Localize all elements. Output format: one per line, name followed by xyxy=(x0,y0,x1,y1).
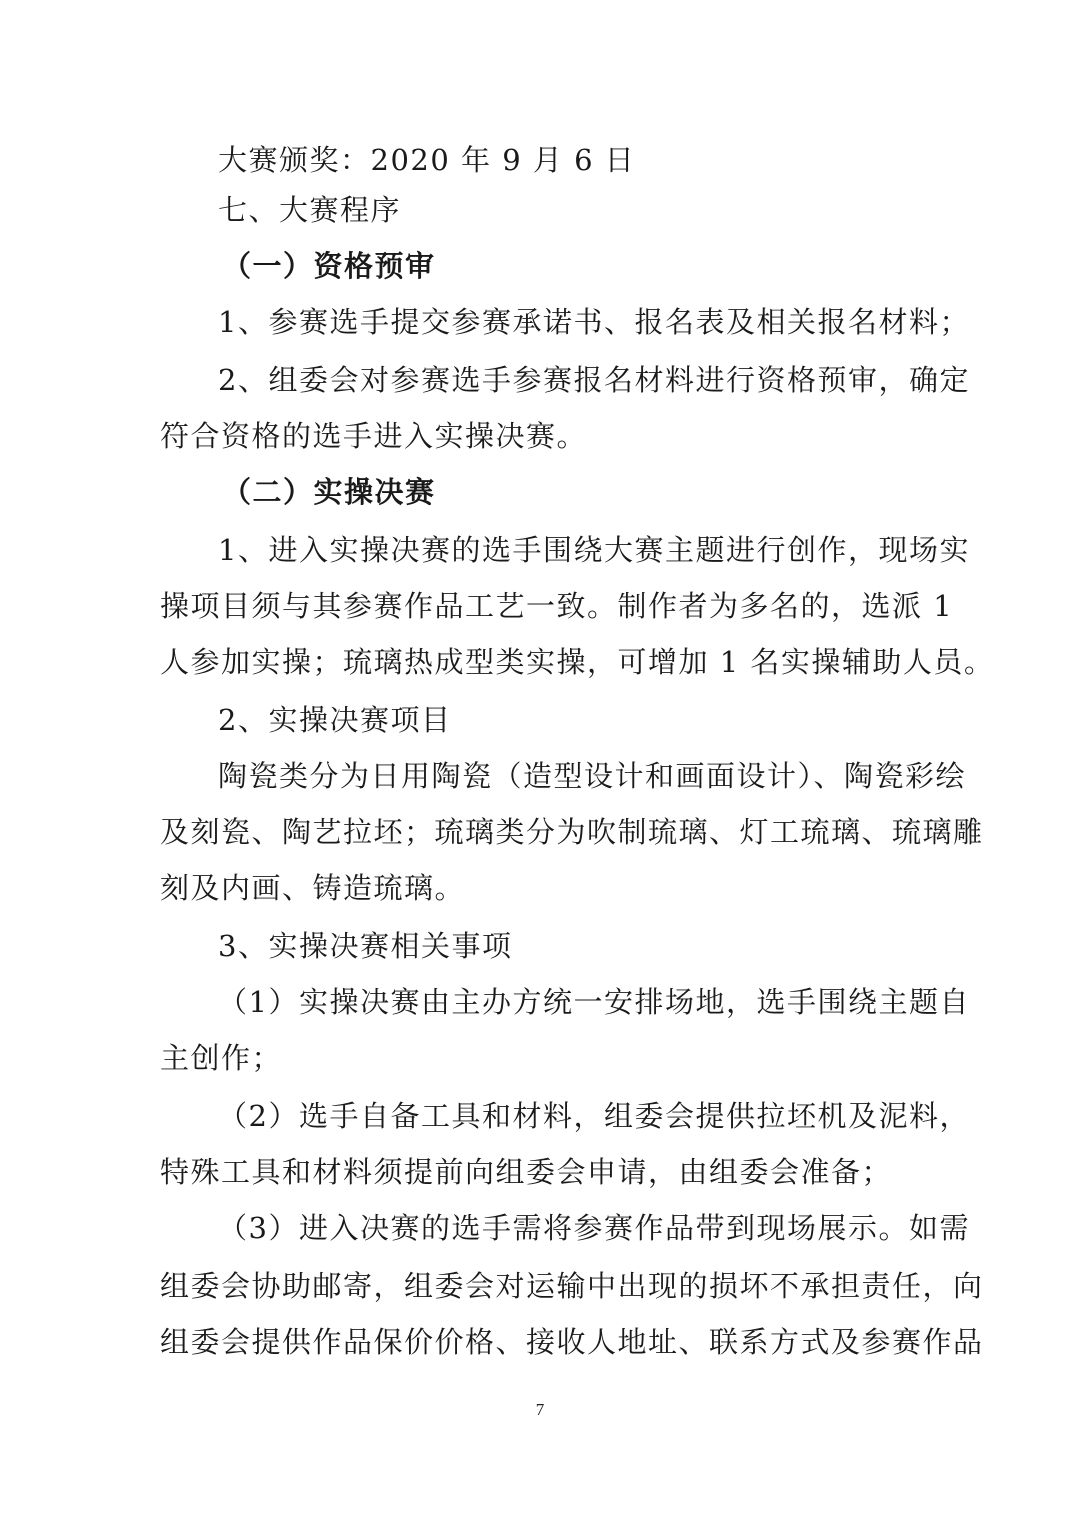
page-number: 7 xyxy=(535,1400,545,1419)
paragraph-line: （2）选手自备工具和材料，组委会提供拉坯机及泥料， xyxy=(218,1099,970,1133)
paragraph-line: 特殊工具和材料须提前向组委会申请，由组委会准备； xyxy=(160,1155,893,1189)
paragraph-line: 人参加实操；琉璃热成型类实操，可增加 1 名实操辅助人员。 xyxy=(160,645,995,679)
paragraph-line: 2、组委会对参赛选手参赛报名材料进行资格预审，确定 xyxy=(218,363,970,397)
paragraph-line: 3、实操决赛相关事项 xyxy=(218,929,513,963)
paragraph-line: （1）实操决赛由主办方统一安排场地，选手围绕主题自 xyxy=(218,985,970,1019)
subheading-practical-final: （二）实操决赛 xyxy=(222,475,436,509)
paragraph-line: 1、进入实操决赛的选手围绕大赛主题进行创作，现场实 xyxy=(218,533,970,567)
subheading-prequalification: （一）资格预审 xyxy=(222,249,436,283)
paragraph-line: 组委会协助邮寄，组委会对运输中出现的损坏不承担责任，向 xyxy=(160,1269,984,1303)
award-date-line: 大赛颁奖：2020 年 9 月 6 日 xyxy=(218,143,636,177)
paragraph-line: 2、实操决赛项目 xyxy=(218,703,452,737)
paragraph-line: 陶瓷类分为日用陶瓷（造型设计和画面设计）、陶瓷彩绘 xyxy=(218,759,967,793)
paragraph-line: 1、参赛选手提交参赛承诺书、报名表及相关报名材料； xyxy=(218,305,970,339)
paragraph-line: 刻及内画、铸造琉璃。 xyxy=(160,871,466,905)
paragraph-line: （3）进入决赛的选手需将参赛作品带到现场展示。如需 xyxy=(218,1211,970,1245)
paragraph-line: 及刻瓷、陶艺拉坯；琉璃类分为吹制琉璃、灯工琉璃、琉璃雕 xyxy=(160,815,984,849)
paragraph-line: 组委会提供作品保价价格、接收人地址、联系方式及参赛作品 xyxy=(160,1325,984,1359)
section-heading-procedure: 七、大赛程序 xyxy=(218,193,402,227)
paragraph-line: 操项目须与其参赛作品工艺一致。制作者为多名的，选派 1 xyxy=(160,589,954,623)
paragraph-line: 主创作； xyxy=(160,1041,283,1075)
paragraph-line: 符合资格的选手进入实操决赛。 xyxy=(160,419,588,453)
